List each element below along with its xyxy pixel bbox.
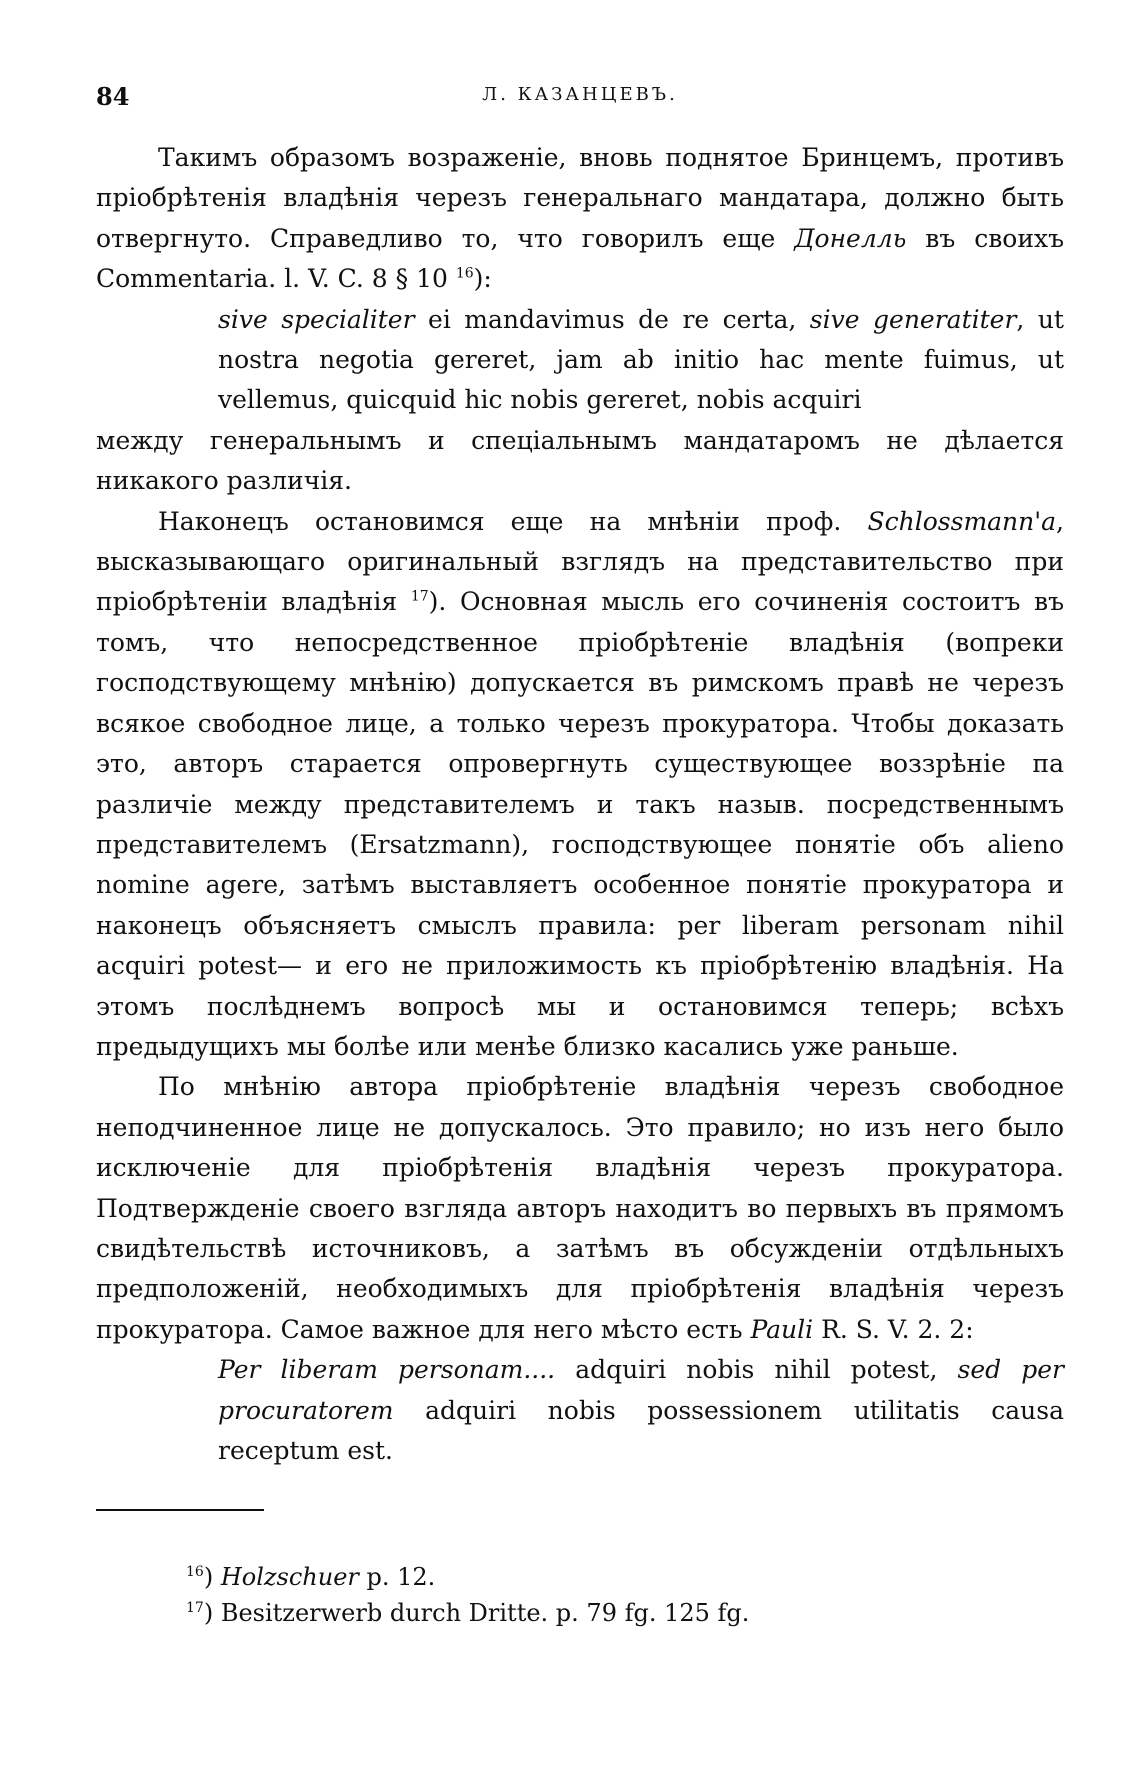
footnote-text: Besitzerwerb durch Dritte. p. 79 fg. 125 fg.: [220, 1599, 750, 1628]
quote-2-text-1: adquiri nobis nihil potest,: [555, 1355, 958, 1385]
paragraph-2-text-c: ). Основная мысль его сочиненія состоитъ въ томъ, что непосредственное пріобрѣтеніе владѣнія (вопреки господствующему мнѣнію) допускается въ римскомъ правѣ не черезъ всякое свободное лице, а только черезъ прокуратора. Чтобы доказать это, авторъ старается опровергнуть существующее воззрѣніе па различіе между представителемъ и такъ назыв. посредственнымъ представителемъ (Ersatzmann), господствующее понятіе объ alieno nomine agere, затѣмъ выставляетъ особенное понятіе прокуратора и наконецъ объясняетъ смыслъ правила: per liberam personam nihil acquiri potest— и его не приложимость къ пріобрѣтенію владѣнія. На этомъ послѣднемъ вопросѣ мы и остановимся теперь; всѣхъ предыдущихъ мы болѣе или менѣе близко касались уже раньше.: [96, 587, 1065, 1061]
footnote-divider: [96, 1509, 264, 1511]
footnote-paren: ): [203, 1563, 221, 1592]
quote-2-text-2: adquiri nobis possessionem utilitatis causa receptum est.: [218, 1395, 1064, 1465]
quote-2-italic-2: sed per procuratorem: [218, 1355, 1064, 1425]
paragraph-1-end: ):: [473, 264, 492, 294]
paragraph-1: [96, 138, 1064, 300]
author-schlossmann: Schlossmann'a: [867, 506, 1057, 536]
footnote-ref-17[interactable]: 17: [410, 589, 429, 606]
quote-1-text-2: , ut nostra negotia gereret, jam ab initio hac mente fuimus, ut vellemus, quicquid hic nobis gereret, nobis acquiri: [218, 304, 1064, 415]
footnote-mark: 17: [186, 1600, 204, 1617]
footnote-16: [186, 1559, 1064, 1595]
footnote-mark: 16: [186, 1564, 204, 1581]
footnote-ref-16[interactable]: 16: [455, 265, 474, 282]
footnote-paren: ): [203, 1599, 221, 1628]
page-number: 84: [96, 82, 130, 111]
paragraph-3-text: По мнѣнію автора пріобрѣтеніе владѣнія черезъ свободное неподчиненное лице не допускалось. Это правило; но изъ него было исключеніе для пріобрѣтенія владѣнія черезъ прокуратора. Подтвержденіе своего взгляда авторъ находитъ во первыхъ въ прямомъ свидѣтельствѣ источниковъ, а затѣмъ въ обсужденіи отдѣльныхъ предположеній, необходимыхъ для пріобрѣтенія владѣнія черезъ прокуратора. Самое важное для него мѣсто есть: [96, 1072, 1064, 1344]
book-page: [96, 70, 1064, 1631]
source-pauli: Pauli: [750, 1314, 814, 1344]
quote-1-italic-2: sive generatiter: [809, 304, 1017, 334]
footnote-text: p. 12.: [358, 1563, 436, 1592]
latin-quote-2: [218, 1350, 1064, 1471]
paragraph-1-text: Такимъ образомъ возраженіе, вновь поднятое Бринцемъ, противъ пріобрѣтенія владѣнія черезъ генеральнаго мандатара, должно быть отвергнуто. Справедливо то, что говорилъ еще: [96, 143, 1064, 253]
quote-1-text-1: ei mandavimus de re certa,: [414, 304, 810, 334]
paragraph-3-citation: R. S. V. 2. 2:: [813, 1314, 974, 1344]
page-header: [96, 70, 1064, 110]
author-donellus: Донелль: [794, 223, 907, 253]
paragraph-2-text-b: , высказывающаго оригинальный взглядъ на представительство при пріобрѣтеніи владѣнія: [96, 506, 1064, 617]
latin-quote-1: [218, 300, 1064, 421]
footnotes: [96, 1559, 1064, 1631]
paragraph-2-text: Наконецъ остановимся еще на мнѣніи проф.: [158, 506, 868, 536]
footnote-author: Holzschuer: [220, 1563, 359, 1592]
paragraph-3: [96, 1067, 1064, 1350]
paragraph-2: [96, 502, 1064, 1068]
paragraph-1-citation: въ своихъ Commentaria. l. V. C. 8 § 10: [96, 223, 1064, 294]
quote-1-italic-1: sive specialiter: [218, 304, 415, 334]
quote-2-italic-1: Per liberam personam....: [218, 1355, 556, 1385]
main-text: [96, 138, 1064, 1471]
footnote-17: [186, 1595, 1064, 1631]
running-title: Л. КАЗАНЦЕВЪ.: [482, 84, 678, 105]
paragraph-1-continuation: между генеральнымъ и спеціальнымъ мандатаромъ не дѣлается никакого различія.: [96, 425, 1064, 496]
